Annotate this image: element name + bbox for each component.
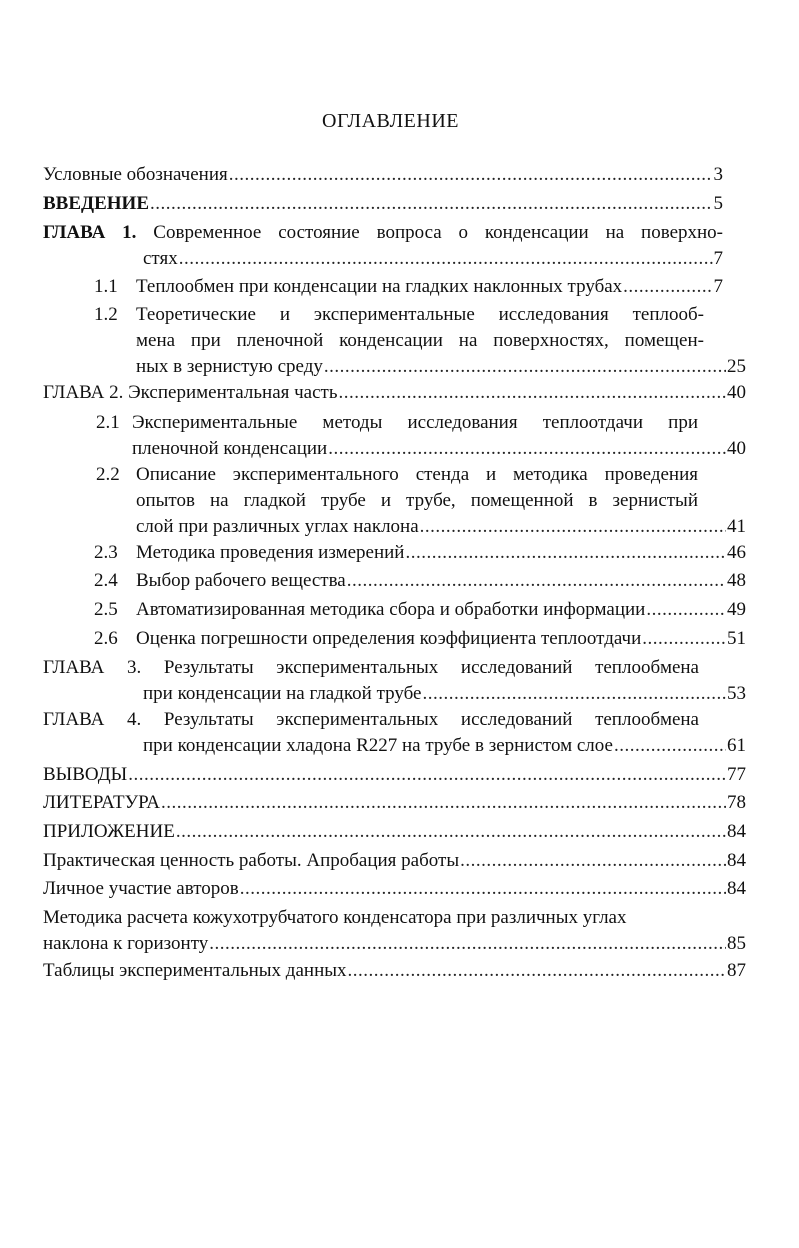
dot-leader: [460, 848, 726, 874]
entry-text: ПРИЛОЖЕНИЕ: [43, 821, 175, 842]
dot-leader: [646, 597, 726, 623]
toc-entry-symbols: [43, 162, 723, 188]
dot-leader: [405, 540, 726, 566]
toc-entry-chapter-3: [43, 655, 746, 707]
toc-entry-2-2: [96, 462, 746, 540]
toc-entry-2-1: [96, 410, 746, 462]
page-number: 51: [727, 628, 746, 649]
chapter-label: ГЛАВА 2.: [43, 382, 124, 403]
page-number: 40: [727, 382, 746, 403]
entry-text: Теплообмен при конденсации на гладких наклонных трубах: [136, 276, 623, 297]
page-number: 3: [713, 164, 723, 185]
section-number: 2.1: [96, 412, 120, 433]
dot-leader: [348, 958, 727, 984]
page-number: 7: [713, 248, 723, 269]
page-number: 84: [727, 821, 746, 842]
toc-entry-references: [43, 790, 746, 816]
chapter-label: ГЛАВА 1.: [43, 222, 137, 243]
entry-text: наклона к горизонту: [43, 933, 209, 954]
entry-text: при конденсации хладона R227 на трубе в зернистом слое: [143, 735, 613, 756]
dot-leader: [324, 354, 726, 380]
toc-entry-1-1: [94, 274, 723, 300]
toc-entry-2-4: [94, 568, 746, 594]
toc-entry-authors-contribution: [43, 876, 746, 902]
page-number: 85: [727, 933, 746, 954]
dot-leader: [328, 436, 726, 462]
page-number: 41: [727, 516, 746, 537]
toc-entry-calculation-method: [43, 905, 746, 957]
entry-text: пленочной конденсации: [132, 438, 328, 459]
entry-text: Личное участие авторов: [43, 878, 239, 899]
entry-text: ВЫВОДЫ: [43, 764, 128, 785]
page-number: 25: [727, 356, 746, 377]
entry-text: при конденсации на гладкой трубе: [143, 683, 422, 704]
entry-text: Методика расчета кожухотрубчатого конденсатора при различных углах: [43, 907, 627, 928]
page-number: 61: [727, 735, 746, 756]
dot-leader: [422, 681, 726, 707]
page-number: 5: [713, 193, 723, 214]
entry-text: Методика проведения измерений: [136, 542, 405, 563]
entry-text: Автоматизированная методика сбора и обработки информации: [136, 599, 646, 620]
page-number: 48: [727, 570, 746, 591]
dot-leader: [623, 274, 712, 300]
page-number: 53: [727, 683, 746, 704]
dot-leader: [614, 733, 726, 759]
page-number: 40: [727, 438, 746, 459]
section-number: 2.6: [94, 628, 118, 649]
dot-leader: [176, 819, 726, 845]
entry-text: Экспериментальная часть: [128, 382, 338, 403]
entry-text: Описание экспериментального стенда и методика проведения: [136, 464, 698, 485]
entry-text: Оценка погрешности определения коэффициента теплоотдачи: [136, 628, 642, 649]
entry-text: Результаты экспериментальных исследований теплообмена: [163, 657, 699, 678]
dot-leader: [240, 876, 726, 902]
dot-leader: [128, 762, 726, 788]
dot-leader: [420, 514, 726, 540]
dot-leader: [150, 191, 713, 217]
page-number: 49: [727, 599, 746, 620]
dot-leader: [161, 790, 726, 816]
toc-entry-practical-value: [43, 848, 746, 874]
toc-entry-chapter-2: [43, 380, 746, 406]
section-number: 2.3: [94, 542, 118, 563]
entry-text: Таблицы экспериментальных данных: [43, 960, 347, 981]
dot-leader: [642, 626, 726, 652]
toc-title: ОГЛАВЛЕНИЕ: [322, 110, 459, 132]
section-number: 2.5: [94, 599, 118, 620]
toc-entry-2-6: [94, 626, 746, 652]
toc-entry-1-2: [94, 302, 746, 380]
section-number: 1.1: [94, 276, 118, 297]
toc-entry-conclusions: [43, 762, 746, 788]
dot-leader: [339, 380, 726, 406]
toc-entry-2-3: [94, 540, 746, 566]
page-number: 78: [727, 792, 746, 813]
page-number: 46: [727, 542, 746, 563]
entry-text: слой при различных углах наклона: [136, 516, 419, 537]
entry-text: ВВЕДЕНИЕ: [43, 193, 149, 214]
toc-entry-chapter-4: [43, 707, 746, 759]
entry-text: Практическая ценность работы. Апробация работы: [43, 850, 460, 871]
dot-leader: [179, 246, 713, 272]
dot-leader: [209, 931, 726, 957]
page-number: 84: [727, 850, 746, 871]
page-number: 7: [713, 276, 723, 297]
entry-text: Условные обозначения: [43, 164, 228, 185]
section-number: 1.2: [94, 304, 118, 325]
entry-text: Результаты экспериментальных исследований теплообмена: [163, 709, 699, 730]
entry-text: ЛИТЕРАТУРА: [43, 792, 160, 813]
toc-entry-introduction: [43, 191, 723, 217]
page-number: 84: [727, 878, 746, 899]
section-number: 2.4: [94, 570, 118, 591]
entry-text: Экспериментальные методы исследования теплоотдачи при: [132, 412, 698, 433]
entry-text: мена при пленочной конденсации на поверхностях, помещен-: [136, 330, 704, 351]
entry-text: ных в зернистую среду: [136, 356, 323, 377]
entry-text: Современное состояние вопроса о конденсации на поверхно-: [153, 222, 724, 243]
page-number: 87: [727, 960, 746, 981]
entry-text: стях: [143, 248, 178, 269]
toc-entry-2-5: [94, 597, 746, 623]
dot-leader: [229, 162, 713, 188]
page-number: 77: [727, 764, 746, 785]
entry-text: Теоретические и экспериментальные исследования теплооб-: [136, 304, 704, 325]
chapter-label: ГЛАВА 3.: [43, 657, 142, 678]
toc-entry-appendix: [43, 819, 746, 845]
chapter-label: ГЛАВА 4.: [43, 709, 142, 730]
section-number: 2.2: [96, 464, 120, 485]
entry-text: опытов на гладкой трубе и трубе, помещенной в зернистый: [136, 490, 698, 511]
dot-leader: [347, 568, 726, 594]
toc-entry-data-tables: [43, 958, 746, 984]
toc-entry-chapter-1: [43, 220, 723, 272]
entry-text: Выбор рабочего вещества: [136, 570, 346, 591]
